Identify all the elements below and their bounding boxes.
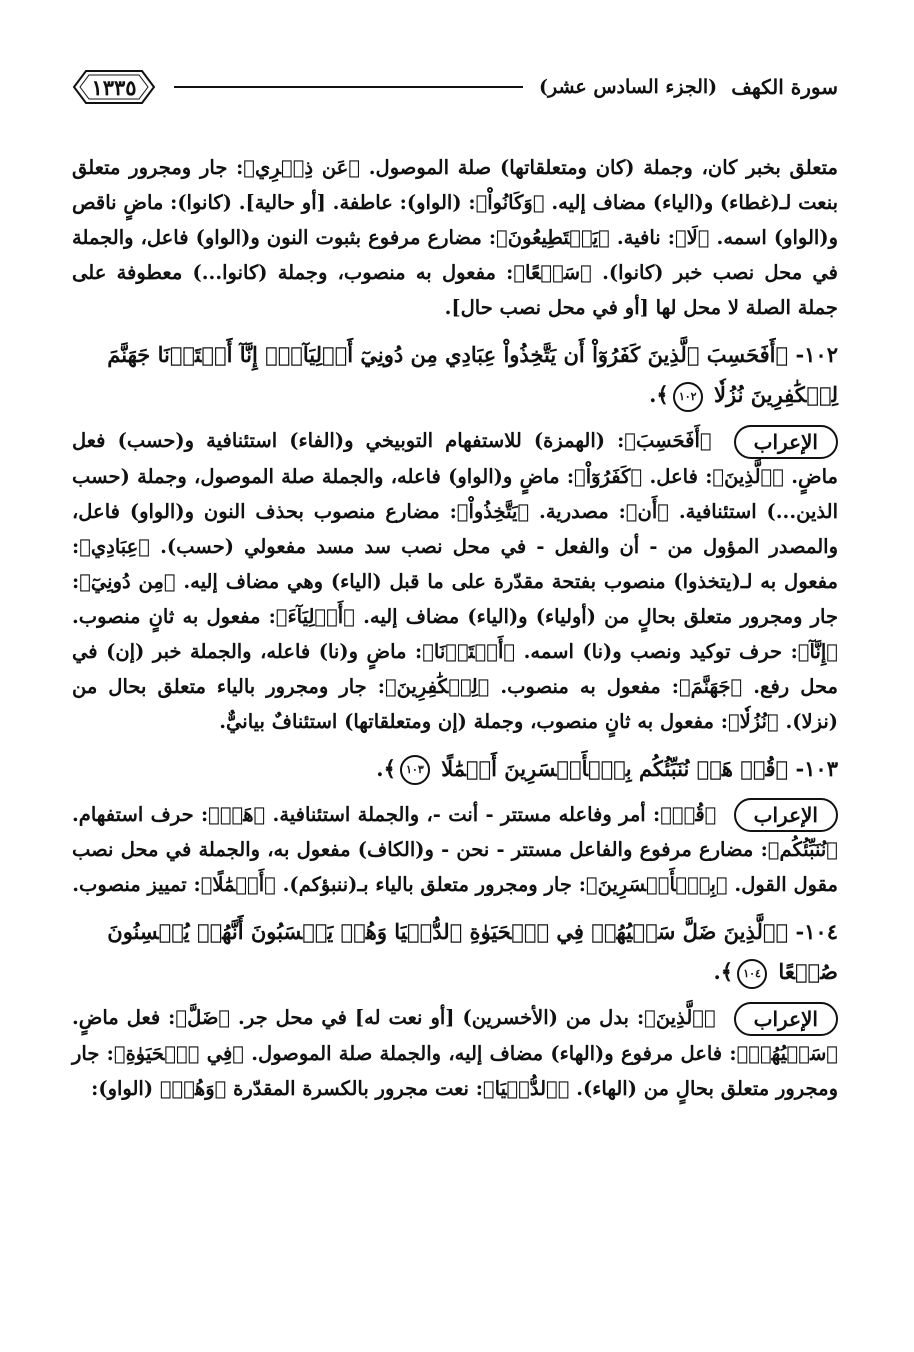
verse-103 bbox=[72, 749, 838, 789]
verse-number: ١٠٢- bbox=[795, 342, 838, 367]
irab-text: ﴿ٱلَّذِينَ﴾: بدل من (الأخسرين) [أو نعت له] في محل جر. ﴿ضَلَّ﴾: فعل ماضٍ. ﴿سَعۡيُهُمۡ﴾: فاعل مرفوع و(الهاء) مضاف إليه، والجملة صلة الموصول. ﴿فِي ٱلۡحَيَوٰةِ﴾: جار ومجرور متعلق بحالٍ من (الهاء). ﴿ٱلدُّنۡيَا﴾: نعت مجرور بالكسرة المقدّرة ﴿وَهُمۡ﴾ (الواو): bbox=[72, 1006, 838, 1100]
verse-number: ١٠٣- bbox=[795, 755, 838, 781]
irab-text: ﴿أَفَحَسِبَ﴾: (الهمزة) للاستفهام التوبيخي و(الفاء) استئنافية و(حسب) فعل ماضٍ. ﴿ٱلَّذِينَ﴾: فاعل. ﴿كَفَرُوٓاْ﴾: ماضٍ و(الواو) فاعله، والجملة صلة الموصول، وجملة (حسب الذين...) استئنافية. ﴿أَن﴾: مصدرية. ﴿يَتَّخِذُواْ﴾: مضارع منصوب بحذف النون و(الواو) فاعل، والمصدر المؤول من - أن والفعل - في محل نصب سد مسد مفعولي (حسب). ﴿عِبَادِي﴾: مفعول به لـ(يتخذوا) منصوب بفتحة مقدّرة على ما قبل (الياء) وهي مضاف إليه. ﴿مِن دُونِيٓ﴾: جار ومجرور متعلق بحالٍ من (أولياء) و(الياء) مضاف إليه. ﴿أَوۡلِيَآءَ﴾: مفعول به ثانٍ منصوب. ﴿إِنَّآ﴾: حرف توكيد ونصب و(نا) اسمه. ﴿أَعۡتَدۡنَا﴾: ماضٍ و(نا) فاعله، والجملة خبر (إن) في محل رفع. ﴿جَهَنَّمَ﴾: مفعول به منصوب. ﴿لِلۡكَٰفِرِينَ﴾: جار ومجرور بالياء متعلق بحال من (نزلا). ﴿نُزُلٗا﴾: مفعول به ثانٍ منصوب، وجملة (إن ومتعلقاتها) استئنافٌ بيانيٌّ. bbox=[72, 429, 838, 733]
intro-paragraph: متعلق بخبر كان، وجملة (كان ومتعلقاتها) صلة الموصول. ﴿عَن ذِكۡرِي﴾: جار ومجرور متعلق بنعت لـ(غطاء) و(الياء) مضاف إليه. ﴿وَكَانُواْ﴾: (الواو): عاطفة. [أو حالية]. (كانوا): ماضٍ ناقص و(الواو) اسمه. ﴿لَا﴾: نافية. ﴿يَسۡتَطِيعُونَ﴾: مضارع مرفوع بثبوت النون و(الواو) فاعل، والجملة في محل نصب خبر (كانوا). ﴿سَمۡعًا﴾: مفعول به منصوب، وجملة (كانوا...) معطوفة على جملة الصلة لا محل لها [أو في محل نصب حال]. bbox=[72, 156, 838, 319]
verse-text: ﴿ٱلَّذِينَ ضَلَّ سَعۡيُهُمۡ فِي ٱلۡحَيَوٰةِ ٱلدُّنۡيَا وَهُمۡ يَحۡسَبُونَ أَنَّهُمۡ يُحۡسِنُونَ صُنۡعًا bbox=[107, 919, 838, 984]
irab-text: ﴿قُلۡ﴾: أمر وفاعله مستتر - أنت -، والجملة استئنافية. ﴿هَلۡ﴾: حرف استفهام. ﴿نُنَبِّئُكُم﴾: مضارع مرفوع والفاعل مستتر - نحن - و(الكاف) مفعول به، والجملة في محل نصب مقول القول. ﴿بِٱلۡأَخۡسَرِينَ﴾: جار ومجرور متعلق بالياء بـ(ننبؤكم). ﴿أَعۡمَٰلًا﴾: تمييز منصوب. bbox=[72, 802, 838, 896]
ayah-number-icon: ١٠٣ bbox=[400, 755, 430, 785]
page-number: ١٣٣٥ bbox=[91, 74, 137, 100]
verse-text: ﴿أَفَحَسِبَ ٱلَّذِينَ كَفَرُوٓاْ أَن يَتَّخِذُواْ عِبَادِي مِن دُونِيٓ أَوۡلِيَآءَۚ إِنَّآ أَعۡتَدۡنَا جَهَنَّمَ لِلۡكَٰفِرِينَ نُزُلٗا bbox=[107, 342, 838, 407]
verse-number: ١٠٤- bbox=[795, 919, 838, 944]
irab-paragraph-104 bbox=[72, 1000, 838, 1106]
verse-close: ﴾. bbox=[649, 382, 669, 407]
ayah-number-icon: ١٠٢ bbox=[673, 382, 703, 412]
verse-close: ﴾. bbox=[376, 755, 396, 781]
page-header bbox=[72, 60, 838, 114]
page-body bbox=[72, 150, 838, 1106]
verse-close: ﴾. bbox=[713, 959, 734, 984]
verse-text: ﴿قُلۡ هَلۡ نُنَبِّئُكُم بِٱلۡأَخۡسَرِينَ أَعۡمَٰلًا bbox=[441, 755, 789, 781]
page-number-badge bbox=[72, 67, 156, 107]
irab-paragraph-103 bbox=[72, 797, 838, 903]
surah-title: سورة الكهف bbox=[731, 75, 838, 99]
part-label: (الجزء السادس عشر) bbox=[538, 76, 718, 98]
verse-102 bbox=[72, 335, 838, 415]
verse-104 bbox=[72, 912, 838, 992]
header-rule bbox=[174, 86, 523, 88]
irab-label: الإعراب bbox=[734, 425, 838, 459]
irab-paragraph-102 bbox=[72, 423, 838, 739]
irab-label: الإعراب bbox=[734, 798, 838, 832]
irab-label: الإعراب bbox=[734, 1002, 838, 1036]
ayah-number-icon: ١٠٤ bbox=[737, 959, 767, 989]
